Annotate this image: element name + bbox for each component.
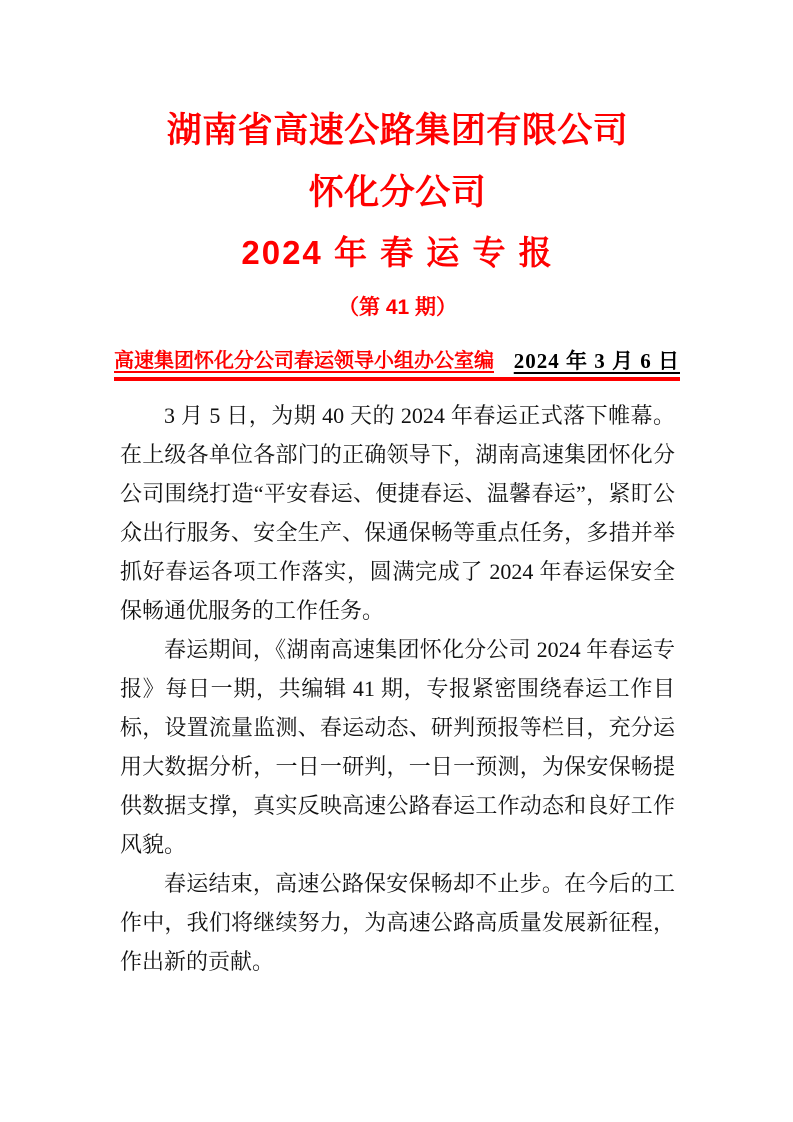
editor-row (114, 348, 680, 381)
company-title: 湖南省高速公路集团有限公司 (166, 111, 629, 150)
body-paragraph: 春运期间，《湖南高速集团怀化分公司 2024 年春运专报》每日一期，共编辑 41 期，专报紧密围绕春运工作目标，设置流量监测、春运动态、研判预报等栏目，充分运用大数据分析，一日一研判，一日一预测，为保安保畅提供数据支撑，真实反映高速公路春运工作动态和良好工作风貌。 (120, 637, 675, 857)
issue-number: （第 41 期） (337, 296, 458, 319)
branch-title: 怀化分公司 (308, 173, 487, 212)
report-title: 2024 年 春 运 专 报 (241, 234, 554, 271)
publish-date: 2024 年 3 月 6 日 (513, 349, 680, 373)
document-body (120, 396, 675, 981)
editor-office-label: 高速集团怀化分公司春运领导小组办公室编 (114, 350, 494, 372)
body-paragraph: 3 月 5 日，为期 40 天的 2024 年春运正式落下帷幕。在上级各单位各部门的正确领导下，湖南高速集团怀化分公司围绕打造“平安春运、便捷春运、温馨春运”，紧盯公众出行服务、安全生产、保通保畅等重点任务，多措并举抓好春运各项工作落实，圆满完成了 2024 年春运保安全保畅通优服务的工作任务。 (120, 403, 675, 623)
document-header (114, 110, 680, 381)
body-paragraph: 春运结束，高速公路保安保畅却不止步。在今后的工作中，我们将继续努力，为高速公路高质量发展新征程，作出新的贡献。 (120, 871, 675, 974)
